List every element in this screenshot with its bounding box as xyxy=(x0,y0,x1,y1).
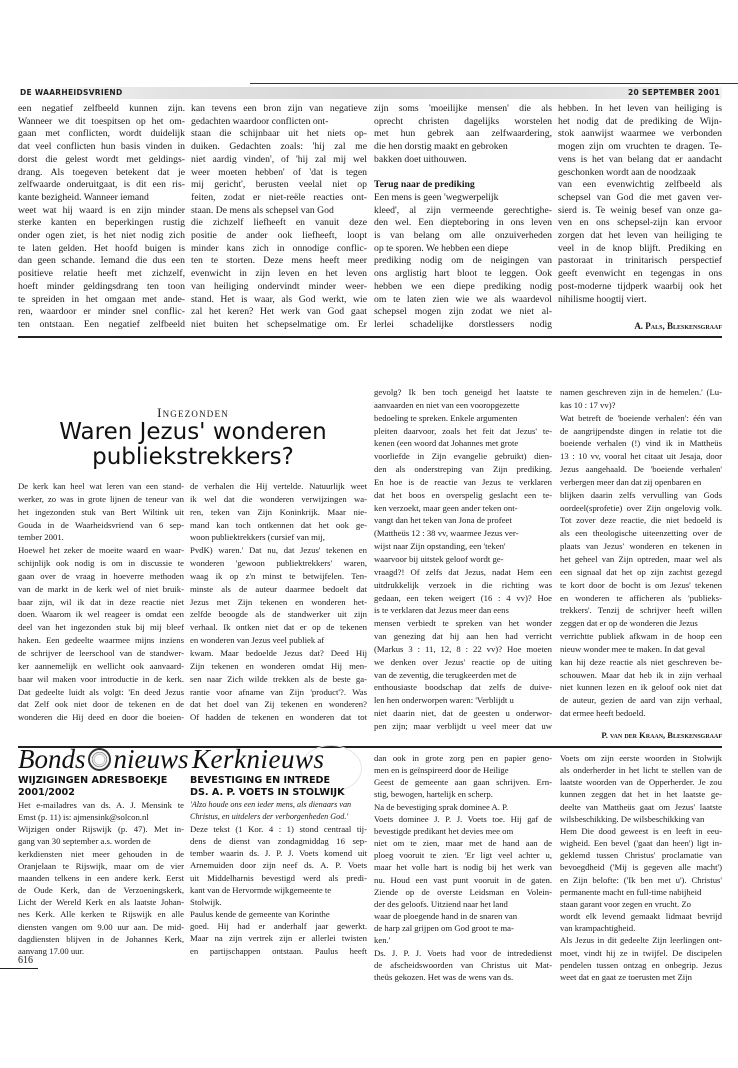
text-line: laatste woorden van de Opperherder. Je zou xyxy=(560,777,722,788)
top-article-column-1 xyxy=(18,103,185,332)
text-line: Na de bevestiging sprak dominee A. P. xyxy=(374,801,509,812)
text-line: onder ogen ziet, is het niet nodig zich xyxy=(18,230,185,242)
text-line: is van belang om alle onzuiverheden xyxy=(374,230,552,242)
section-divider xyxy=(18,336,722,338)
text-line: weer moeten hebben' of 'dat is tegen xyxy=(191,166,367,178)
text-line: Hoewel het zeker de moeite waard en waar- xyxy=(18,545,184,556)
text-line: die zichzelf liefheeft en vanuit deze xyxy=(191,217,367,229)
text-line: Gouda in de Waarheidsvriend van 6 sep- xyxy=(18,519,184,530)
text-line: nu. Houd een vast punt vooruit in de gaten. xyxy=(374,874,552,885)
text-line: werker, zo was in grote lijnen de teneur van xyxy=(18,493,184,504)
text-line: mogen zijn om vruchten te dragen. Te- xyxy=(558,141,722,153)
text-line: Of hadden de tekenen en wonderen dat tot xyxy=(190,712,367,723)
text-line: Voets dominee J. P. J. Voets toe. Hij gaf de xyxy=(374,813,552,824)
text-line: PvdK) waren.' Dat nu, dat Jezus' tekenen en xyxy=(190,545,367,556)
text-line: deelte van Mattheüs gaat om Jezus' laatste xyxy=(560,801,722,812)
text-line: gedaan, een teken weigert (16 : 4 vv)? Hoe xyxy=(374,592,552,603)
text-line: kerkdiensten niet meer gehouden in de xyxy=(18,848,184,859)
top-article-column-3 xyxy=(374,103,552,332)
text-line: nihilisme hoogtij viert. xyxy=(558,293,647,305)
text-line: men en is geïnspireerd door de Heilige xyxy=(374,765,509,776)
text-line: haken. Een gedeelte waarmee mijns inziens xyxy=(18,635,184,646)
text-line: minder kans zich in onnodige conflic- xyxy=(191,242,367,254)
text-line: tember 2001. xyxy=(18,532,64,543)
text-line: aanvaarden en niet van een vooropgezette xyxy=(374,399,520,410)
text-line: te laten gelden. Het hoofd buigen is xyxy=(18,242,185,254)
text-line: positie de ander ook liefheeft, loopt xyxy=(191,230,367,242)
text-line: stand. Het is waar, als God werkt, wie xyxy=(191,293,367,305)
text-line: Arnemuiden door zijn neef ds. A. P. Voets xyxy=(190,860,367,871)
text-line: Hem Die dood geweest is en leeft in eeu- xyxy=(560,825,722,836)
issue-date: 20 SEPTEMBER 2001 xyxy=(628,88,720,97)
text-line: baar wil maken voor introductie in de kerk. xyxy=(18,673,184,684)
text-line: zelfde beoogde als de standwerker uit zijn xyxy=(190,609,367,620)
text-line: pen zijn; maar verblijdt u veel meer dat uw xyxy=(374,720,552,731)
text-line: de verhalen die Hij vertelde. Natuurlijk weet xyxy=(190,481,367,491)
text-line: enthousiaste boodschap dat zelfs de duive- xyxy=(374,682,552,693)
text-line: wilsbeschikking. De wilsbeschikking van xyxy=(560,813,705,824)
text-line: wonderen 'gewoon publiektrekkers' waren, xyxy=(190,558,367,569)
text-line: de Oude Kerk, dan de Verzoeningskerk, xyxy=(18,885,184,896)
text-line: staan garant voor zegen en vrucht. Zo xyxy=(560,898,691,909)
text-line: Stolwijk. xyxy=(190,896,222,907)
text-line: zal het keren? Het werk van God gaat xyxy=(191,306,367,318)
text-line: bevestigde predikant het devies mee om xyxy=(374,825,514,836)
text-line: Emst (p. 11) is: ajmensink@solcon.nl xyxy=(18,812,149,823)
kerknieuws-column-2 xyxy=(374,752,552,983)
text-line: goed. Hij had er anderhalf jaar gewerkt. xyxy=(190,921,367,932)
text-line: staan die schijnbaar uit het niets op- xyxy=(191,128,367,140)
text-line: van de zeventig, die terugkeerden met de xyxy=(374,669,517,680)
text-line: dorst die gelest wordt met geldings- xyxy=(18,153,185,165)
text-line: gaan over de vraag in hoeverre methoden xyxy=(18,570,184,581)
text-line: en Zijn belofte: ('Ik ben met u'). Christus' xyxy=(560,874,722,885)
quote-line-2: Christus, en uitdelers der verborgenheden God.' xyxy=(190,812,349,821)
bondsnieuws-heading xyxy=(18,775,167,799)
text-line: schepsel mogen zijn zodat we niet al- xyxy=(374,306,552,318)
text-line: van heiliging ondervindt minder weer- xyxy=(191,280,367,292)
text-line: die hen dorstig maakt en gebroken xyxy=(374,141,508,153)
text-line: niet aardig vinden', of 'hij zal mij wel xyxy=(191,153,367,165)
text-line: blijken daarin zelfs vervulling van Gods xyxy=(560,489,722,500)
text-line: nieuw wonder mee te maken. In dat geval xyxy=(560,643,706,654)
text-line: is te verklaren dat Jezus meer dan eens xyxy=(374,605,509,616)
text-line: van een evenwichtig zelfbeeld als xyxy=(558,179,722,191)
text-line: post-moderne tijdperk waarbij ook het xyxy=(558,280,722,292)
text-line: geklemd tussen Christus' proclamatie van xyxy=(560,850,722,861)
kerknieuws-heading-line-2: DS. A. P. VOETS IN STOLWIJK xyxy=(190,787,345,798)
text-line: (Mattheüs 12 : 38 vv, waarmee Jezus ver- xyxy=(374,528,519,539)
text-line: bedoeling te spreken. Enkele argumenten xyxy=(374,412,518,423)
text-line: mensen verbiedt te spreken van het wonder xyxy=(374,618,552,629)
text-line: hebben. In het leven van heiliging is xyxy=(558,103,722,114)
quote-line-1: 'Alzo houde ons een ieder mens, als dienaars van xyxy=(190,800,352,809)
text-line: verrichtte publiek afkwam in de hoop een xyxy=(560,631,722,642)
header-band xyxy=(18,87,722,99)
bondsnieuws-body xyxy=(18,799,184,957)
text-line: doen. Waarom ik wel reageer is omdat een xyxy=(18,609,184,620)
text-line: een signaal dat het op zijn zachtst gezegd xyxy=(560,566,722,577)
text-line: verbergen meer dan dat zij openbaren en xyxy=(560,476,702,487)
text-line: moet, vindt hij ze in twijfel. De discipelen xyxy=(560,947,722,958)
text-line: kleed', al zijn vermeende gerechtighe- xyxy=(374,204,552,216)
text-line: van krampachtigheid. xyxy=(560,923,636,934)
kerknieuws-column-3 xyxy=(560,752,722,983)
text-line: ren, waardoor er minder snel conflic- xyxy=(18,306,185,318)
text-line: hebben we een diepe prediking nodig xyxy=(374,280,552,292)
text-line: woon publiektrekkers (cursief van mij, xyxy=(190,532,325,543)
text-line: oprecht christen dagelijks worstelen xyxy=(374,115,552,127)
text-line: pastoraat in trinitarisch perspectief xyxy=(558,255,722,267)
text-line: Het e-mailadres van ds. A. J. Mensink te xyxy=(18,800,184,810)
text-line: zeggen dat er op de wonderen die Jezus xyxy=(560,618,698,629)
text-line: (Markus 3 : 11, 12, 8 : 22 vv)? Hoe moeten xyxy=(374,643,552,654)
text-line: kas 10 : 17 vv)? xyxy=(560,399,616,410)
text-line: weet wat hij waard is en zijn minder xyxy=(18,204,185,216)
subheading: Terug naar de prediking xyxy=(374,179,475,191)
text-line: te spreiden in het omgaan met ande- xyxy=(18,293,185,305)
text-line: geschonken wordt aan de noodzaak xyxy=(558,166,696,178)
text-line: stok aanwijst waarmee we verbonden xyxy=(558,128,722,140)
text-line: Wijzigen onder Rijswijk (p. 47). Met in- xyxy=(18,824,184,835)
text-line: deel van het ingezonden stuk bij mij bleef xyxy=(18,622,184,633)
text-line: stig, bewogen, hartelijk en scherp. xyxy=(374,789,493,800)
text-line: en wonderen van Jezus veel publiek af xyxy=(190,635,325,646)
text-line: gedachten waardoor conflicten ont- xyxy=(191,115,329,127)
text-line: namen geschreven zijn in de hemelen.' (Lu- xyxy=(560,387,722,397)
text-line: den wel. Een diepteboring in ons leven xyxy=(374,217,552,229)
letter-title-line-1: Waren Jezus' wonderen xyxy=(59,419,327,445)
text-line: minste als de auteur daarmee bedoelt dat xyxy=(190,583,367,594)
text-line: prediking nodig om de neigingen van xyxy=(374,255,552,267)
text-line: aanvang 17.00 uur. xyxy=(18,945,85,956)
text-line: geeft evenwicht en tegengas in ons xyxy=(558,268,722,280)
text-line: schepsel van God die met gaven ver- xyxy=(558,191,722,203)
text-line: sierd is. Te weinig besef van onze ga- xyxy=(558,204,722,216)
kerknieuws-title: Kerknieuws xyxy=(192,744,325,774)
text-line: feiten, zodat er niet-reële reacties ont- xyxy=(191,191,367,203)
text-line: we denken over Jezus' reactie op de uiting xyxy=(374,656,552,667)
text-line: Jezus aangehaald. De 'boeiende verhalen' xyxy=(560,464,722,475)
text-line: len hen onderworpen waren: 'Verblijdt u xyxy=(374,695,514,706)
text-line: kunnen zeggen dat het in het laatste ge- xyxy=(560,789,722,800)
text-line: uit Middelharnis bevestigd werd als predi- xyxy=(190,872,367,883)
text-line: Ziende op de overste Leidsman en Volein- xyxy=(374,886,552,897)
text-line: dat het doel van Zij tekenen en wonderen? xyxy=(190,699,367,710)
text-line: staan. De mens als schepsel van God xyxy=(191,204,334,216)
text-line: dat het boos en overspelig geslacht een te- xyxy=(374,489,552,500)
text-line: sterke kanten en beperkingen rustig xyxy=(18,217,185,229)
bondsnieuws-title-right: nieuws xyxy=(113,744,189,774)
bondsnieuws-title-left: Bonds xyxy=(18,744,86,774)
text-line: het ingezonden stuk van Bert Wiltink uit xyxy=(18,506,184,517)
text-line: pleiten daarvoor, zoals het feit dat Jezus' te- xyxy=(374,425,552,436)
text-line: het geheel van Zijn optreden, maar wel als xyxy=(560,553,722,564)
text-line: der des geloofs. Uitziend naar het land xyxy=(374,898,508,909)
text-line: vraagd?! Of zelfs dat Jezus, nadat Hem een xyxy=(374,566,552,577)
text-line: trekkers'. Tenzij de schrijver heeft willen xyxy=(560,605,722,616)
bond-logo-icon xyxy=(88,748,111,771)
text-line: ploeg vooruit te zien. 'Er ligt veel achter u, xyxy=(374,850,552,861)
text-line: verhaal. Ik ontken niet dat er op de tekenen xyxy=(190,622,367,633)
text-line: van genezing dat hij aan hen had verricht xyxy=(374,631,552,642)
text-line: positieve relatie heeft met zichzelf, xyxy=(18,268,185,280)
kerknieuws-column-1 xyxy=(190,823,367,957)
text-line: en wonderen te afficheren als 'publieks- xyxy=(560,592,722,603)
text-line: ik wel dat die wonderen verwijzingen wa- xyxy=(190,493,367,504)
text-line: wonderen die Hij deed en door die boeien- xyxy=(18,712,184,723)
letter-column-4 xyxy=(560,386,722,720)
text-line: met hun gebrek aan zelfwaardering, xyxy=(374,128,552,140)
text-line: de aangrijpendste dingen in relatie tot die xyxy=(560,425,722,436)
text-line: op te sporen. We hebben een diepe xyxy=(374,242,509,254)
text-line: de schrijver de leerschool van de standwer- xyxy=(18,647,184,658)
letter-column-2 xyxy=(190,480,367,724)
text-line: veel in de knop blijft. Prediking en xyxy=(558,242,722,254)
text-line: dens de dienst van zondagmiddag 16 sep- xyxy=(190,836,367,847)
text-line: tember waarin ds. J. P. J. Voets komend uit xyxy=(190,848,367,859)
text-line: schijnlijk ook nodig is om in discussie te xyxy=(18,558,184,569)
text-line: waarvoor bij uitstek geloof wordt ge- xyxy=(374,553,504,564)
text-line: Geest de gemeente aan gaan schrijven. Ern- xyxy=(374,777,552,788)
text-line: theüs gekozen. Het was de wens van ds. xyxy=(374,971,514,982)
text-line: En hoe is de reactie van Jezus te verklaren xyxy=(374,476,552,487)
text-line: bakken doet uithouwen. xyxy=(374,153,467,165)
text-line: dan geen schande. Iemand die dus een xyxy=(18,255,185,267)
text-line: Tot zover deze reactie, die niet bedoeld is xyxy=(560,515,722,526)
text-line: lerlei schadelijke dorstlessers nodig xyxy=(374,318,552,330)
text-line: 13 : 10 vv, vooral het citaat uit Jesaja, door xyxy=(560,451,722,462)
letter-column-3 xyxy=(374,386,552,733)
page-number-rule xyxy=(0,968,38,969)
text-line: niet daarin niet, dat de geesten u onderwor- xyxy=(374,708,552,719)
text-line: en partijschappen ontstaan. Paulus heeft xyxy=(190,945,367,956)
text-line: gang van 30 september a.s. worden de xyxy=(18,836,151,847)
letter-title-line-2: publiekstrekkers? xyxy=(92,444,294,470)
text-line: waag ik op z'n minst te betwijfelen. Ten- xyxy=(190,570,367,581)
text-line: Wanneer we dit toespitsen op het om- xyxy=(18,115,185,127)
text-line: Een mens is geen 'wegwerpelijk xyxy=(374,191,499,203)
text-line: hoeft minder geldingsdrang ten toon xyxy=(18,280,185,292)
text-line: nes Kerk. Alle kerken te Rijswijk en alle xyxy=(18,909,184,920)
text-line: als onderherder in het licht te stellen van de xyxy=(560,765,722,776)
text-line: rantie voor afname van Zijn 'product'?. Was xyxy=(190,686,367,697)
text-line: sen naar Zich wilde trekken als de beste ga- xyxy=(190,673,367,684)
text-line: zijn soms 'moeilijke mensen' die als xyxy=(374,103,552,114)
text-line: ken verzoekt, maar geen ander teken ont- xyxy=(374,502,518,513)
text-line: Paulus kende de gemeente van Korinthe xyxy=(190,909,330,920)
text-line: Voets om zijn eerste woorden in Stolwijk xyxy=(560,753,722,763)
text-line: om te laten zien wie we als waardevol xyxy=(374,293,552,305)
letter-kicker: Ingezonden xyxy=(157,405,229,420)
text-line: gaan met conflicten, wordt duidelijk xyxy=(18,128,185,140)
text-line: dat veel conflicten hun basis vinden in xyxy=(18,141,185,153)
text-line: boeiende verhalen (!) vind ik in Mattheüs xyxy=(560,438,722,449)
header-rule xyxy=(250,83,738,84)
text-line: ten te storten. Deze mens heeft meer xyxy=(191,255,367,267)
text-line: de harp zal grijpen om God groot te ma- xyxy=(374,923,514,934)
text-line: bevoegdheid ('Mij is gegeven alle macht') xyxy=(560,862,722,873)
text-line: niet kunnen lezen en ik geloof ook niet dat xyxy=(560,682,722,693)
text-line: Zijn tekenen en wonderen omdat Hij men- xyxy=(190,660,367,671)
text-line: ven en ons schepsel-zijn kan ervoor xyxy=(558,217,722,229)
text-line: Maar na zijn vertrek zijn er allerlei twisten xyxy=(190,933,367,944)
kerknieuws-heading-line-1: BEVESTIGING EN INTREDE xyxy=(190,775,331,786)
text-line: maanden telkens in een andere kerk. Eerst xyxy=(18,872,184,883)
masthead: DE WAARHEIDSVRIEND xyxy=(20,88,123,97)
text-line: Wat betreft de 'boeiende verhalen': één van xyxy=(560,412,722,423)
text-line: het nodig dat de prediking de Wijn- xyxy=(558,115,722,127)
text-line: pendelen tussen ontzag en onbegrip. Jezus xyxy=(560,959,722,970)
text-line: Jezus met Zijn tekenen en wonderen het- xyxy=(190,596,367,607)
text-line: vens is het van belang dat er aandacht xyxy=(558,153,722,165)
text-line: ons arglistig hart bloot te leggen. Ook xyxy=(374,268,552,280)
text-line: Oranjelaan te Rijswijk, maar om de vier xyxy=(18,860,184,871)
bondsnieuws-heading-line-2: 2001/2002 xyxy=(18,787,75,798)
bondsnieuws-title xyxy=(18,744,189,775)
text-line: baar zijn, wil ik dat in deze reactie niet xyxy=(18,596,184,607)
page-number: 616 xyxy=(18,955,33,966)
text-line: kante bezigheid. Wanneer iemand xyxy=(18,191,149,203)
letter-title xyxy=(18,420,368,470)
text-line: van de markt in de kerk wel of niet bruik- xyxy=(18,583,184,594)
text-line: ren, teken van Zijn Koninkrijk. Maar nie- xyxy=(190,506,367,517)
text-line: Ds. J. P. J. Voets had voor de intrededienst xyxy=(374,947,552,958)
text-line: zelfwaarde onderuitgaat, is dit een ris- xyxy=(18,179,185,191)
text-line: oordeel(sprofetie) over Zijn ongelovig volk. xyxy=(560,502,722,513)
text-line: kenen (een woord dat Johannes met grote xyxy=(374,438,519,449)
text-line: drang. Als toegeven betekent dat je xyxy=(18,166,185,178)
kerknieuws-heading xyxy=(190,775,345,799)
text-line: te kort door de bocht is om Jezus' tekenen xyxy=(560,579,722,590)
text-line: den als onderstreping van Zijn prediking. xyxy=(374,464,552,475)
text-line: ken.' xyxy=(374,935,391,946)
text-line: de afscheidswoorden van Christus uit Mat- xyxy=(374,959,552,970)
text-line: wijst naar Zijn opstanding, een 'teken' xyxy=(374,541,506,552)
text-line: Licht der Wereld Kerk en als laatste Johan- xyxy=(18,897,184,908)
text-line: Dat gedeelte luidt als volgt: 'En deed Jezus xyxy=(18,686,184,697)
text-line: kant van de Hervormde wijkgemeente te xyxy=(190,884,332,895)
text-line: niet om te zien, maar met de hand aan de xyxy=(374,838,552,849)
text-line: diensten vangen om 9.00 uur aan. De mid- xyxy=(18,921,184,932)
text-line: dagdiensten blijven in de Johannes Kerk, xyxy=(18,933,184,944)
text-line: dan ook in grote zorg pen en papier geno- xyxy=(374,753,552,763)
text-line: mand kan toch ontkennen dat het ook ge- xyxy=(190,519,367,530)
text-line: de auteur, gezien de aard van zijn verhaal, xyxy=(560,695,722,706)
text-line: dat Zelf ook niet door de tekenen en de xyxy=(18,699,184,710)
text-line: als een theologische uiteenzetting over de xyxy=(560,528,722,539)
text-line: evenwicht in zijn leven en het leven xyxy=(191,268,367,280)
text-line: waar de ploegende hand in de snaren van xyxy=(374,911,518,922)
text-line: wordt elk levend gemaakt lidmaat bevrijd xyxy=(560,911,722,922)
text-line: gevolg? Ik ben toch geneigd het laatste te xyxy=(374,387,552,397)
text-line: een negatief zelfbeeld kunnen zijn. xyxy=(18,103,185,114)
text-line: kan tevens een bron zijn van negatieve xyxy=(191,103,367,114)
text-line: duiken. Gedachten zoals: 'hij zal me xyxy=(191,141,367,153)
text-line: Deze tekst (1 Kor. 4 : 1) stond centraal tij- xyxy=(190,824,367,834)
letter-column-1 xyxy=(18,480,184,724)
text-line: maar het volle hart is nodig bij het werk van xyxy=(374,862,552,873)
text-line: kan hij deze reactie als niet geschreven be- xyxy=(560,656,722,667)
text-line: weet dat en gaat ze toerusten met Zijn xyxy=(560,971,692,982)
text-line xyxy=(374,167,552,180)
text-line: ker aannemelijk en wellicht ook aanvaard- xyxy=(18,660,184,671)
top-article-signature: A. Pals, Bleskensgraaf xyxy=(634,321,722,331)
text-line: wigheid. Een bevel ('gaat dan heen') ligt in- xyxy=(560,838,722,849)
text-line: zorgen dat het leven van heiliging te xyxy=(558,230,722,242)
text-line: vangt dan het teken van Jona de profeet xyxy=(374,515,512,526)
text-line: dat ermee heeft bedoeld. xyxy=(560,708,646,719)
letter-signature: P. van der Kraan, Bleskensgraaf xyxy=(601,730,722,740)
text-line: ten ontstaan. Een negatief zelfbeeld xyxy=(18,318,185,330)
text-line: niet buiten het schepselmatige om. Er xyxy=(191,318,367,330)
kerknieuws-quote xyxy=(190,799,367,823)
text-line: mij gericht', berusten veelal niet op xyxy=(191,179,367,191)
text-line: Als Jezus in dit gedeelte Zijn leerlingen ont- xyxy=(560,935,722,946)
bondsnieuws-heading-line-1: WIJZIGINGEN ADRESBOEKJE xyxy=(18,775,168,786)
text-line: schouwen. Maar dat heb ik in zijn verhaal xyxy=(560,669,722,680)
text-line: uitdrukkelijk verzoek in die richting was xyxy=(374,579,552,590)
text-line: voorliefde in Zijn evangelie gebruikt) dien- xyxy=(374,451,552,462)
top-article-column-2 xyxy=(191,103,367,332)
text-line: kwam. Maar bedoelde Jezus dat? Deed Hij xyxy=(190,647,367,658)
text-line: permanente macht en full-time nabijheid xyxy=(560,886,702,897)
top-article-column-4 xyxy=(558,103,722,306)
text-line: plaats van Jezus' wonderen en tekenen in xyxy=(560,541,722,552)
text-line: De kerk kan heel wat leren van een stand- xyxy=(18,481,184,491)
